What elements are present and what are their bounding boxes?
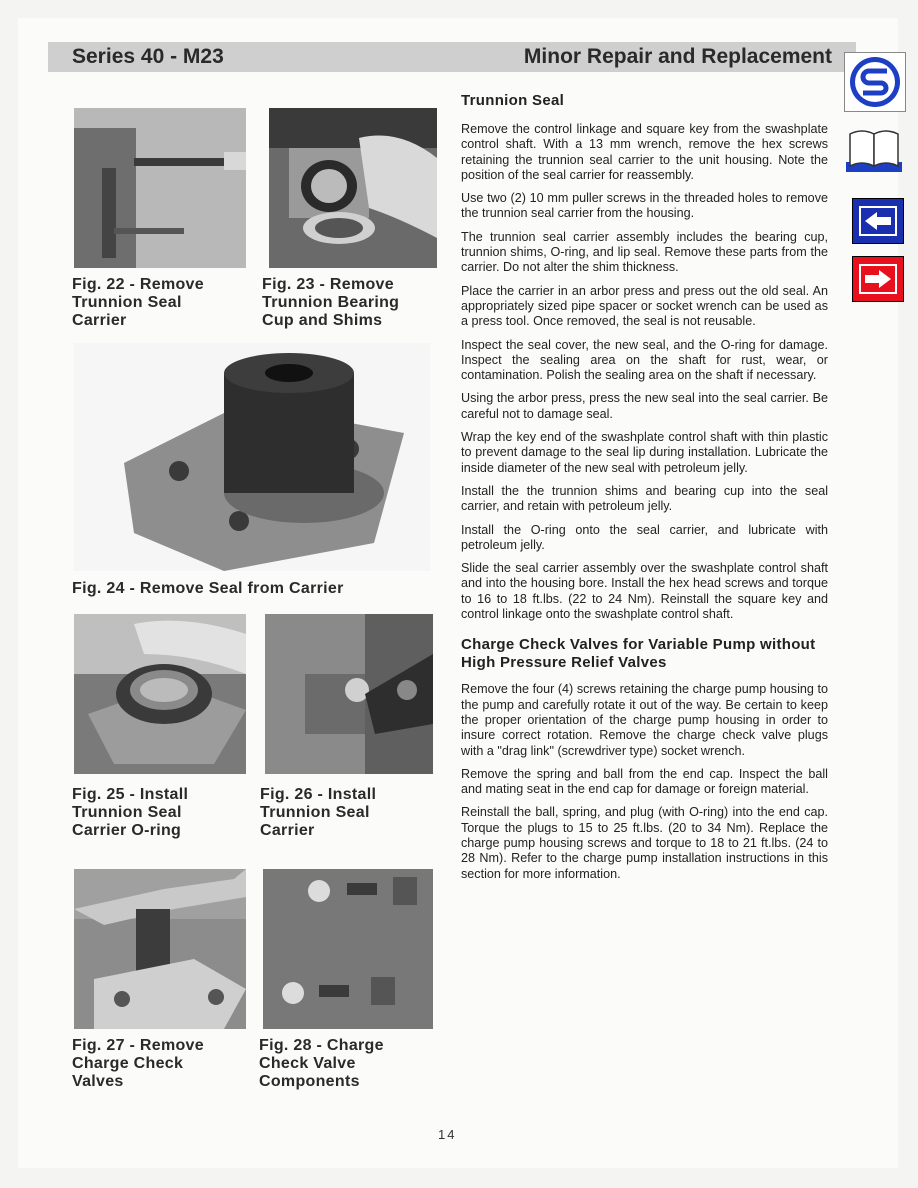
fig-26-caption: Fig. 26 - Install Trunnion Seal Carrier bbox=[260, 786, 377, 839]
paragraph: Reinstall the ball, spring, and plug (with O-ring) into the end cap. Torque the plugs to 15 to 25 ft.lbs. (20 to 34 Nm). Replace the charge pump housing screws and torque to 18 to 21 ft.lbs. (24 to 28 Nm). Refer to the charge pump installation instructions in this section for more information. bbox=[461, 805, 828, 881]
fig-22-photo bbox=[74, 108, 246, 268]
manual-book-icon[interactable] bbox=[844, 126, 904, 176]
paragraph: Place the carrier in an arbor press and press out the old seal. An appropriately sized pipe spacer or socket wrench can be used as a press tool. Once removed, the seal is not reusable. bbox=[461, 283, 828, 329]
paragraph: Install the O-ring onto the seal carrier, and lubricate with petroleum jelly. bbox=[461, 522, 828, 552]
fig-27-photo bbox=[74, 869, 246, 1029]
paragraph: Remove the control linkage and square key from the swashplate control shaft. With a 13 mm wrench, remove the hex screws retaining the trunnion seal carrier to the unit housing. Note the position of the seal carrier for reassembly. bbox=[461, 122, 828, 182]
text-column bbox=[461, 92, 828, 890]
series-title: Series 40 - M23 bbox=[72, 45, 224, 68]
heading-trunnion-seal: Trunnion Seal bbox=[461, 92, 565, 109]
fig-28-photo bbox=[263, 869, 433, 1029]
fig-22-caption: Fig. 22 - Remove Trunnion Seal Carrier bbox=[72, 276, 204, 329]
heading-charge-check-valves: Charge Check Valves for Variable Pump without High Pressure Relief Valves bbox=[461, 636, 816, 672]
paragraph: Use two (2) 10 mm puller screws in the threaded holes to remove the trunnion seal carrier from the housing. bbox=[461, 191, 828, 221]
section-title: Minor Repair and Replacement bbox=[523, 45, 832, 68]
fig-23-caption: Fig. 23 - Remove Trunnion Bearing Cup and Shims bbox=[262, 276, 400, 329]
page-header bbox=[48, 42, 856, 72]
paragraph: Inspect the seal cover, the new seal, and the O-ring for damage. Inspect the sealing area on the shaft for rust, wear, or contamination. Polish the sealing area on the shaft if necessary. bbox=[461, 337, 828, 383]
fig-26-photo bbox=[265, 614, 433, 774]
page-number: 14 bbox=[438, 1127, 457, 1142]
paragraph: The trunnion seal carrier assembly includes the bearing cup, trunnion shims, O-ring, and lip seal. Remove these parts from the carrier. Do not alter the shim thickness. bbox=[461, 229, 828, 275]
fig-28-caption: Fig. 28 - Charge Check Valve Components bbox=[259, 1037, 384, 1090]
fig-25-photo bbox=[74, 614, 246, 774]
paragraph: Wrap the key end of the swashplate control shaft with thin plastic to prevent damage to the seal lip during installation. Lubricate the inside diameter of the new seal with petroleum jelly. bbox=[461, 430, 828, 475]
fig-24-photo bbox=[74, 343, 430, 571]
fig-27-caption: Fig. 27 - Remove Charge Check Valves bbox=[72, 1037, 204, 1090]
fig-24-caption: Fig. 24 - Remove Seal from Carrier bbox=[72, 580, 344, 597]
paragraph: Slide the seal carrier assembly over the swashplate control shaft and into the housing bore. Install the hex head screws and torque to 16 to 18 ft.lbs. (22 to 24 Nm). Reinstall the square key and control linkage onto the swashplate control shaft. bbox=[461, 561, 828, 622]
fig-25-caption: Fig. 25 - Install Trunnion Seal Carrier O-ring bbox=[72, 786, 189, 839]
paragraph: Remove the spring and ball from the end cap. Inspect the ball and mating seat in the end cap for damage or foreign material. bbox=[461, 766, 828, 797]
paragraph: Install the the trunnion shims and bearing cup into the seal carrier, and retain with petroleum jelly. bbox=[461, 483, 828, 514]
back-arrow-icon[interactable] bbox=[852, 198, 904, 244]
paragraph: Remove the four (4) screws retaining the charge pump housing to the pump and carefully rotate it out of the way. Be certain to keep the proper orientation of the charge pump housing in order to insure correct rotation. Remove the charge check valve plugs with a "drag link" (screwdriver type) socket wrench. bbox=[461, 682, 828, 758]
fig-23-photo bbox=[269, 108, 437, 268]
sauer-sundstrand-logo-icon[interactable] bbox=[844, 52, 906, 112]
next-arrow-icon[interactable] bbox=[852, 256, 904, 302]
paragraph: Using the arbor press, press the new seal into the seal carrier. Be careful not to damage seal. bbox=[461, 391, 828, 421]
